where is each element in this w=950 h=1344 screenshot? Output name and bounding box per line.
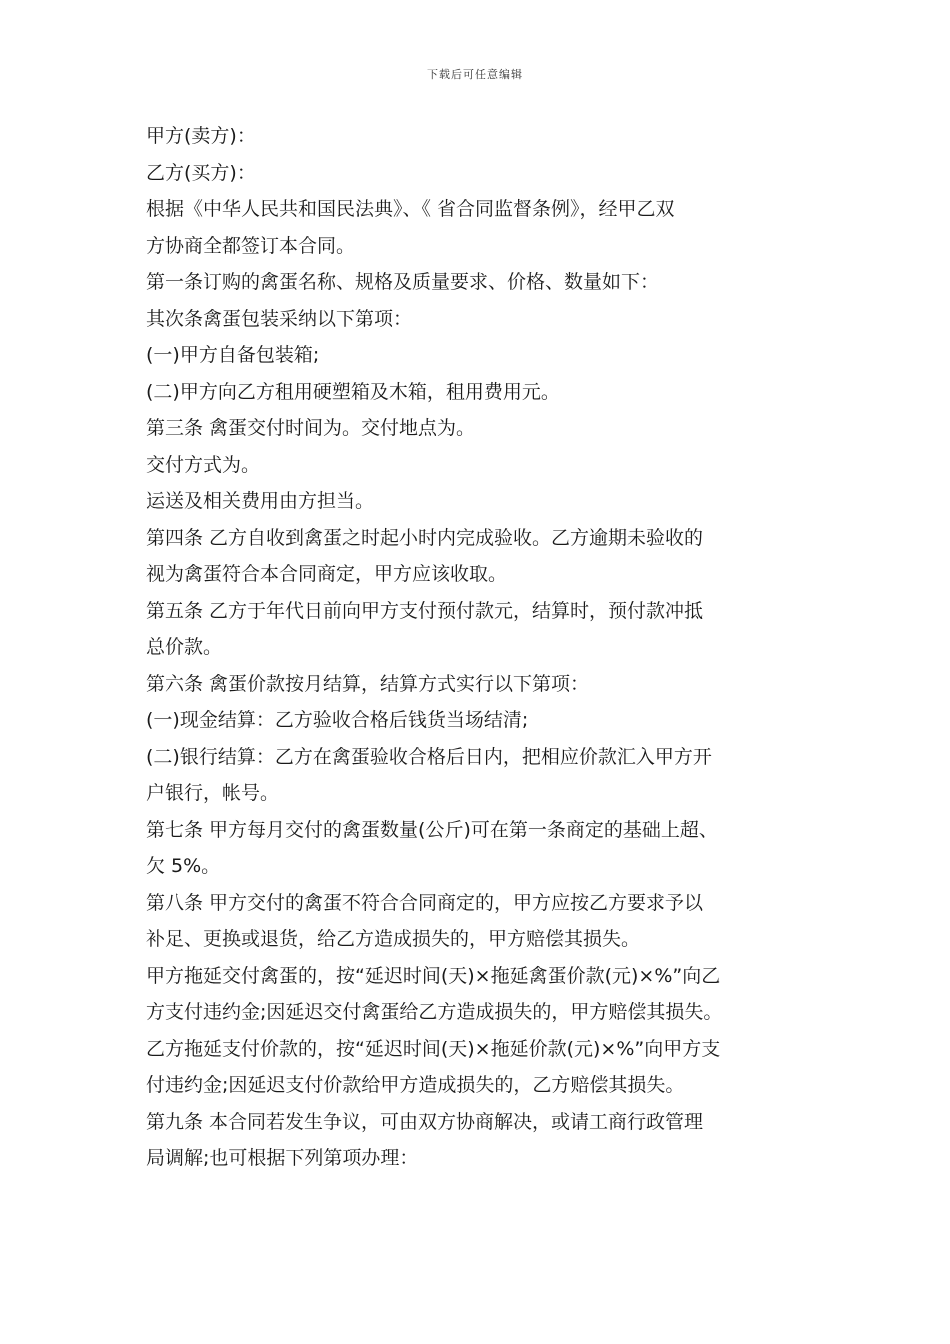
text-line: 第三条 禽蛋交付时间为。交付地点为。 bbox=[146, 417, 476, 439]
text-line: 第八条 甲方交付的禽蛋不符合合同商定的，甲方应按乙方要求予以 bbox=[146, 891, 704, 914]
text-line: 第一条订购的禽蛋名称、规格及质量要求、价格、数量如下： bbox=[146, 271, 660, 293]
text-line: 乙方拖延支付价款的，按“延迟时间(天)×拖延价款(元)×%”向甲方支 bbox=[146, 1037, 721, 1060]
text-line: 第七条 甲方每月交付的禽蛋数量(公斤)可在第一条商定的基础上超、 bbox=[146, 818, 718, 841]
text-line: 根据《中华人民共和国民法典》、《 省合同监督条例》，经甲乙双 bbox=[146, 198, 675, 220]
text-line: 欠 5%。 bbox=[146, 855, 221, 877]
text-line: 甲方拖延交付禽蛋的，按“延迟时间(天)×拖延禽蛋价款(元)×%”向乙 bbox=[146, 964, 721, 987]
text-line: 第五条 乙方于年代日前向甲方支付预付款元，结算时，预付款冲抵 bbox=[146, 599, 704, 622]
text-line: 其次条禽蛋包装采纳以下第项： bbox=[146, 307, 413, 330]
text-line: (二)甲方向乙方租用硬塑箱及木箱，租用费用元。 bbox=[146, 380, 560, 403]
text-line: 乙方(买方)： bbox=[146, 161, 256, 184]
page-header: 下载后可任意编辑 bbox=[427, 68, 523, 81]
text-line: 交付方式为。 bbox=[146, 453, 261, 476]
text-line: 第九条 本合同若发生争议，可由双方协商解决，或请工商行政管理 bbox=[146, 1110, 704, 1133]
document-body bbox=[146, 118, 826, 1177]
text-line: 方协商全都签订本合同。 bbox=[146, 234, 356, 257]
text-line: 总价款。 bbox=[146, 636, 223, 658]
text-line: 补足、更换或退货，给乙方造成损失的，甲方赔偿其损失。 bbox=[146, 928, 641, 950]
text-line: 第六条 禽蛋价款按月结算，结算方式实行以下第项： bbox=[146, 672, 590, 695]
text-line: 视为禽蛋符合本合同商定，甲方应该收取。 bbox=[146, 563, 508, 585]
text-line: 第四条 乙方自收到禽蛋之时起小时内完成验收。乙方逾期未验收的 bbox=[146, 526, 704, 549]
text-line: (一)甲方自备包装箱; bbox=[146, 344, 320, 366]
text-line: 运送及相关费用由方担当。 bbox=[146, 490, 375, 512]
text-line: (二)银行结算：乙方在禽蛋验收合格后日内，把相应价款汇入甲方开 bbox=[146, 745, 712, 768]
text-line: 户银行，帐号。 bbox=[146, 782, 280, 804]
text-line: 方支付违约金;因延迟交付禽蛋给乙方造成损失的，甲方赔偿其损失。 bbox=[146, 1001, 723, 1023]
text-line: 付违约金;因延迟支付价款给甲方造成损失的，乙方赔偿其损失。 bbox=[146, 1074, 685, 1096]
text-line: 局调解;也可根据下列第项办理： bbox=[146, 1147, 419, 1169]
text-line: (一)现金结算：乙方验收合格后钱货当场结清; bbox=[146, 709, 529, 731]
text-line: 甲方(卖方)： bbox=[146, 125, 256, 147]
